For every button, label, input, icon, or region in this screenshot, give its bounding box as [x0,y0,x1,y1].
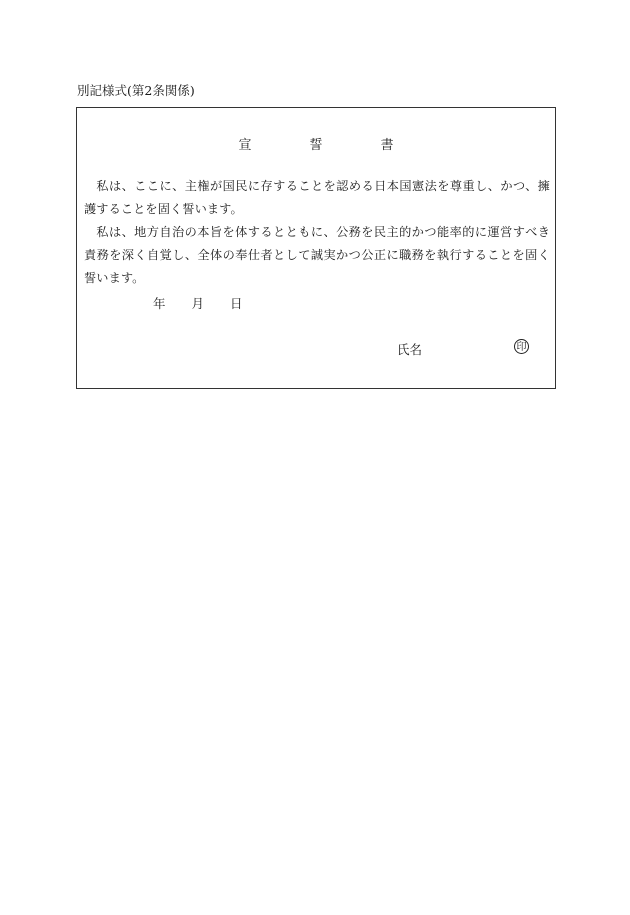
title-char-2: 誓 [309,138,323,153]
oath-paragraph-1 [84,175,550,221]
title-char-1: 宣 [238,138,252,153]
document-title [77,134,555,153]
title-char-3: 書 [380,138,394,153]
oath-paragraph-1-text: 私は、ここに、主権が国民に存することを認める日本国憲法を尊重し、かつ、擁護することを固く誓います。 [84,179,550,216]
oath-form-box [76,107,556,389]
seal-mark: 印 [514,339,529,354]
date-day-label: 日 [230,296,243,311]
oath-paragraph-2 [84,221,550,290]
date-row [153,294,243,312]
date-year-label: 年 [153,296,166,311]
form-label: 別記様式(第2条関係) [77,83,195,98]
date-month-label: 月 [191,296,205,311]
oath-paragraph-2-text: 私は、地方自治の本旨を体するとともに、公務を民主的かつ能率的に運営すべき責務を深く自覚し、全体の奉仕者として誠実かつ公正に職務を執行することを固く誓います。 [84,225,550,285]
name-label: 氏名 [397,342,423,357]
